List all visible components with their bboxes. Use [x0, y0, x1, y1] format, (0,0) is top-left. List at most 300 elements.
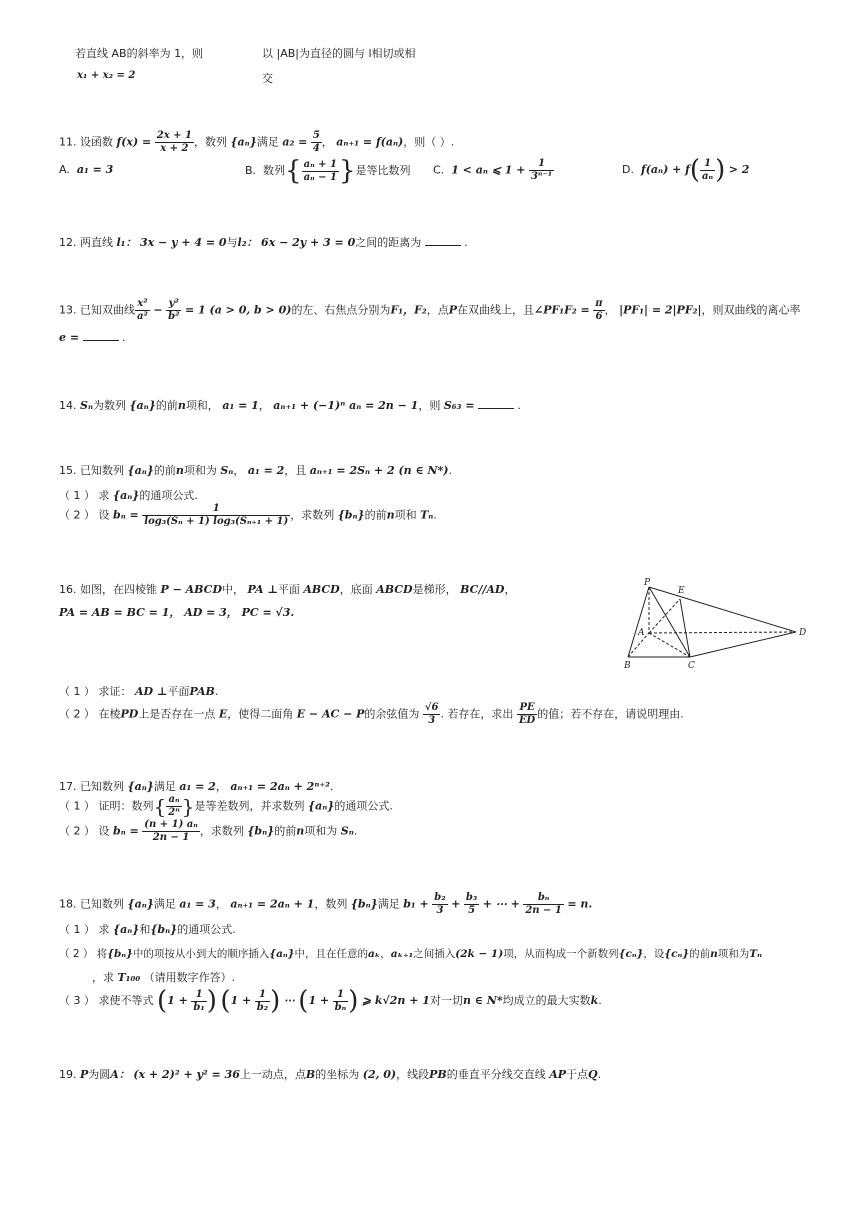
text: . — [214, 685, 219, 698]
math: ∠PF₁F₂ = — [533, 303, 590, 317]
option-label: D. — [622, 163, 634, 176]
denominator: 6 — [595, 311, 603, 322]
text: 为数列 — [92, 399, 126, 412]
text: ，求数列 — [290, 508, 335, 522]
text: . — [122, 331, 126, 344]
text: 对一切 — [429, 994, 463, 1007]
part-label: （ 2 ） — [59, 948, 94, 960]
text: ， — [258, 399, 270, 412]
math: {aₙ} — [113, 489, 140, 502]
text: ， — [321, 135, 333, 149]
text: . — [464, 236, 468, 249]
text: ， — [504, 583, 516, 596]
left-paren: ( — [220, 986, 231, 1016]
top-left-line2: x₁ + x₂ = 2 — [77, 70, 136, 81]
math: {aₙ} — [230, 135, 257, 149]
fraction — [464, 892, 479, 917]
math: f(aₙ) + f — [640, 163, 690, 176]
part-label: （ 3 ） — [59, 994, 95, 1007]
text: 将 — [96, 948, 108, 960]
text: ，数列 — [193, 135, 227, 149]
option-c — [433, 158, 554, 183]
text: 的坐标为 — [315, 1068, 360, 1081]
math: > 2 — [728, 163, 750, 176]
left-paren: ( — [298, 986, 309, 1016]
math: 1 + — [230, 994, 252, 1007]
math: ⩾ k√2n + 1 — [361, 994, 430, 1007]
math: S₆₃ = — [443, 399, 475, 412]
denominator: ED — [518, 715, 536, 726]
denominator: b₂ — [256, 1001, 269, 1013]
text: 上是否存在一点 — [138, 707, 216, 721]
text: 项和为 — [183, 464, 217, 477]
text: （请用数字作答）. — [143, 971, 236, 984]
question-17-stem — [59, 778, 334, 794]
text: ， — [233, 464, 245, 477]
math: Sₙ — [340, 824, 354, 838]
math: + — [451, 897, 461, 911]
text: . — [597, 1068, 602, 1081]
text: . — [330, 780, 334, 793]
math: k — [590, 994, 599, 1007]
left-paren: ( — [157, 986, 168, 1016]
option-label: B. — [245, 164, 257, 177]
math: {cₙ} — [618, 948, 644, 960]
numerator: bₙ — [523, 892, 564, 905]
numerator: 1 — [529, 158, 554, 171]
text: 与 — [226, 236, 238, 249]
text: 求 — [98, 489, 110, 502]
numerator: 1 — [191, 989, 206, 1002]
text: 11. 设函数 — [59, 135, 113, 149]
math: T₁₀₀ — [117, 971, 141, 984]
math: n ∈ N* — [462, 994, 503, 1007]
text: 的值；若不存在，请说明理由. — [537, 707, 684, 721]
math: PAB — [189, 685, 215, 698]
text: 满足 — [377, 897, 400, 911]
text: ，线段 — [396, 1068, 430, 1081]
math: a₁ = 3 — [76, 163, 114, 176]
math: n — [296, 824, 305, 838]
text: 证明：数列 — [98, 799, 154, 813]
option-a — [59, 163, 113, 176]
left-brace: { — [153, 794, 167, 819]
text: ，且 — [284, 464, 307, 477]
fraction — [166, 298, 181, 323]
right-paren: ) — [715, 155, 726, 185]
denominator: b₁ — [193, 1001, 205, 1013]
text: 上一动点，点 — [239, 1068, 306, 1081]
denominator: 3ⁿ⁻¹ — [530, 171, 553, 182]
text: 求 — [98, 923, 110, 936]
question-11-stem — [59, 130, 454, 155]
text: 的通项公式. — [177, 923, 236, 936]
math: a₁ = 2 — [247, 464, 285, 477]
text: ， — [215, 897, 227, 911]
math: n — [175, 464, 184, 477]
top-left-line1: 若直线 AB的斜率为 1，则 — [75, 47, 204, 60]
numerator: x² — [135, 298, 150, 311]
text: 17. 已知数列 — [59, 780, 124, 793]
math: l₁： — [116, 236, 137, 249]
text: 13. 已知双曲线 — [59, 303, 135, 317]
edge-ac — [649, 633, 690, 657]
denominator: 4 — [312, 143, 320, 154]
numerator: π — [595, 298, 603, 309]
math: {aₙ} — [127, 780, 154, 793]
fraction — [432, 892, 447, 917]
text: ，点 — [426, 303, 449, 317]
denominator: 2n − 1 — [525, 905, 562, 916]
math: Tₙ — [420, 508, 434, 522]
math: {aₙ} — [269, 948, 295, 960]
math: 3x − y + 4 = 0 — [140, 236, 227, 249]
math: aₖ — [367, 948, 381, 960]
edge-pb — [628, 587, 649, 657]
text: ，则（ ）. — [403, 135, 455, 149]
numerator: 1 — [333, 989, 349, 1002]
text: 于点 — [566, 1068, 589, 1081]
text: 求使不等式 — [98, 994, 154, 1007]
fraction — [700, 158, 715, 183]
label-c: C — [688, 661, 695, 671]
text: ，设 — [643, 948, 665, 960]
math: + ⋯ + — [482, 897, 520, 911]
math: aₙ₊₁ = 2aₙ + 1 — [230, 897, 315, 911]
math: F₁，F₂ — [390, 303, 427, 317]
question-14 — [59, 397, 521, 413]
numerator: 1 — [700, 158, 715, 171]
math: PD — [120, 707, 139, 721]
text: 中， — [221, 583, 244, 596]
text: 的前 — [153, 464, 176, 477]
text: ，求 — [92, 971, 114, 984]
math: l₂： — [237, 236, 258, 249]
question-19 — [59, 1066, 601, 1082]
fraction — [142, 503, 290, 528]
numerator: 1 — [255, 989, 270, 1002]
math: |PF₁| = 2|PF₂| — [619, 303, 702, 317]
fraction — [523, 892, 564, 917]
text: 的前 — [364, 508, 387, 522]
text: 是梯形， — [412, 583, 457, 596]
top-right-line2: 交 — [262, 72, 273, 85]
math: AD ⊥ — [135, 685, 168, 698]
text: 设 — [98, 824, 110, 838]
text: 满足 — [256, 135, 279, 149]
text: ，数列 — [314, 897, 348, 911]
fraction — [529, 158, 554, 183]
math: {bₙ} — [107, 948, 133, 960]
math: {cₙ} — [664, 948, 690, 960]
text: . — [598, 994, 602, 1007]
fraction — [191, 989, 206, 1014]
math: {bₙ} — [150, 923, 178, 936]
math: aₖ₊₁ — [390, 948, 414, 960]
edge-ad — [649, 632, 796, 633]
text: 15. 已知数列 — [59, 464, 124, 477]
top-right-line1: 以 |AB|为直径的圆与 l相切或相 — [262, 47, 416, 60]
numerator: aₙ + 1 — [303, 158, 337, 170]
pyramid-figure — [610, 575, 810, 675]
question-13-line2 — [59, 330, 126, 344]
question-16-line1 — [59, 581, 515, 597]
option-d — [622, 155, 749, 185]
text: ，则双曲线的离心率 — [701, 303, 801, 317]
math: 6x − 2y + 3 = 0 — [261, 236, 356, 249]
text: ， — [380, 948, 391, 960]
edge-ae — [649, 599, 680, 633]
text: 中的项按从小到大的顺序插入 — [132, 948, 270, 960]
text: 之间的距离为 — [355, 236, 422, 249]
question-18-part-2-line1 — [59, 946, 762, 961]
math: AP — [549, 1068, 567, 1081]
label-e: E — [678, 586, 685, 596]
part-label: （ 1 ） — [59, 489, 95, 502]
fraction — [311, 130, 322, 155]
text: . 若存在，求出 — [440, 707, 514, 721]
denominator: 3 — [428, 715, 436, 726]
text: 的通项公式. — [334, 799, 393, 813]
math: ⋯ — [283, 994, 295, 1007]
label-b: B — [624, 661, 631, 671]
text: 19. — [59, 1068, 77, 1081]
fraction — [135, 298, 150, 323]
option-label: A. — [59, 163, 70, 176]
text: 设 — [98, 508, 110, 522]
math: aₙ₊₁ = 2aₙ + 2ⁿ⁺² — [230, 780, 330, 793]
numerator: b₂ — [434, 892, 446, 903]
fraction — [142, 819, 200, 844]
text: 满足 — [153, 780, 176, 793]
text: 数列 — [263, 164, 286, 177]
text: ，使得二面角 — [227, 707, 294, 721]
text: 的通项公式. — [139, 489, 198, 502]
math: (2, 0) — [362, 1068, 397, 1081]
text: 16. 如图，在四棱锥 — [59, 583, 157, 596]
label-a: A — [638, 628, 645, 638]
fraction — [166, 794, 182, 819]
math: P — [80, 1068, 89, 1081]
numerator: 2x + 1 — [156, 130, 192, 141]
numerator: b₃ — [465, 892, 478, 903]
text: 的前 — [689, 948, 711, 960]
right-paren: ) — [270, 986, 281, 1016]
math: A： — [110, 1068, 130, 1081]
math: PA ⊥ — [247, 583, 278, 596]
math: = 1 (a > 0, b > 0) — [184, 303, 292, 317]
right-paren: ) — [348, 986, 359, 1016]
text: 在棱 — [98, 707, 121, 721]
text: 项，从而构成一个新数列 — [503, 948, 619, 960]
question-16-part-1 — [59, 683, 218, 699]
denominator: aₙ — [702, 170, 714, 182]
text: 中，且在任意的 — [294, 948, 368, 960]
text: 14. — [59, 399, 77, 412]
numerator: 5 — [312, 130, 320, 141]
text: 满足 — [153, 897, 176, 911]
denominator: 2n − 1 — [152, 832, 190, 843]
left-paren: ( — [689, 155, 701, 185]
question-18-part-2-line2 — [92, 969, 235, 985]
math: PB — [429, 1068, 447, 1081]
math: − — [153, 303, 163, 317]
fraction — [593, 298, 604, 323]
question-18-part-1 — [59, 921, 236, 937]
part-label: （ 1 ） — [59, 923, 95, 936]
math: aₙ₊₁ + (−1)ⁿ aₙ = 2n − 1 — [273, 399, 419, 412]
denominator: bₙ — [334, 1001, 347, 1013]
text: ， — [215, 780, 227, 793]
answer-blank[interactable] — [478, 398, 514, 409]
math: e = — [59, 331, 80, 344]
math: a₁ = 3 — [179, 897, 216, 911]
fraction — [423, 702, 441, 727]
text: 的左、右焦点分别为 — [291, 303, 391, 317]
text: 之间插入 — [413, 948, 456, 960]
fraction — [255, 989, 270, 1014]
math: {bₙ} — [247, 824, 275, 838]
math: n — [710, 948, 718, 960]
math: B — [305, 1068, 316, 1081]
math: n — [177, 399, 186, 412]
math: {aₙ} — [113, 923, 140, 936]
math: E — [218, 707, 228, 721]
text: . — [353, 824, 358, 838]
numerator: PE — [517, 702, 537, 715]
math: n — [386, 508, 395, 522]
denominator: b² — [168, 311, 180, 322]
math: f(x) = — [116, 135, 152, 149]
question-17-part-2 — [59, 819, 357, 844]
text: 项和 — [394, 508, 417, 522]
text: 平面 — [167, 685, 190, 698]
question-15-stem — [59, 462, 452, 478]
math: E − AC − P — [296, 707, 365, 721]
text: 是等比数列 — [355, 164, 411, 177]
text: 平面 — [277, 583, 300, 596]
math: bₙ = — [113, 824, 139, 838]
fraction — [302, 159, 339, 184]
numerator: 1 — [142, 503, 290, 516]
math: ABCD — [376, 583, 413, 596]
math: 1 < aₙ ⩽ 1 + — [451, 163, 526, 177]
text: 12. 两直线 — [59, 236, 113, 249]
text: ，底面 — [339, 583, 373, 596]
denominator: a² — [137, 311, 148, 322]
math: {bₙ} — [337, 508, 365, 522]
text: 的垂直平分线交直线 — [446, 1068, 546, 1081]
math: aₙ₊₁ = 2Sₙ + 2 (n ∈ N*) — [309, 464, 449, 477]
math: BC//AD — [460, 583, 505, 596]
math: bₙ = — [113, 508, 139, 522]
label-p: P — [644, 578, 651, 588]
numerator: √6 — [424, 702, 439, 713]
math: {bₙ} — [350, 897, 378, 911]
denominator: log₃(Sₙ + 1) log₃(Sₙ₊₁ + 1) — [144, 516, 289, 527]
math: a₁ = 1 — [222, 399, 259, 412]
text: . — [433, 508, 437, 522]
text: ，求数列 — [199, 824, 244, 838]
math: a₂ = — [282, 135, 308, 149]
edge-cd — [690, 632, 796, 657]
denominator: 2ⁿ — [168, 807, 180, 818]
text: . — [448, 464, 452, 477]
part-label: （ 1 ） — [59, 685, 95, 698]
denominator: x + 2 — [160, 143, 189, 154]
fraction — [333, 989, 349, 1014]
answer-blank[interactable] — [83, 330, 119, 341]
fraction — [155, 130, 194, 155]
text: 的前 — [155, 399, 178, 412]
question-12 — [59, 234, 468, 250]
part-label: （ 2 ） — [59, 508, 95, 522]
question-15-part-2 — [59, 503, 437, 528]
text: ， — [604, 303, 616, 317]
option-label: C. — [433, 163, 445, 177]
part-label: （ 2 ） — [59, 707, 95, 721]
math: b₁ + — [403, 897, 429, 911]
math: 1 + — [167, 994, 188, 1007]
math: Tₙ — [749, 948, 762, 960]
text: 是等差数列，并求数列 — [194, 799, 305, 813]
fraction — [517, 702, 537, 727]
text: 均成立的最大实数 — [502, 994, 591, 1007]
math: = n. — [567, 897, 593, 911]
right-brace: } — [338, 156, 356, 186]
question-16-line2: PA = AB = BC = 1， AD = 3， PC = √3. — [59, 606, 295, 619]
question-15-part-1 — [59, 487, 198, 503]
math: {aₙ} — [129, 399, 156, 412]
math: {aₙ} — [127, 897, 154, 911]
numerator: aₙ — [166, 794, 182, 807]
text: 求证： — [98, 685, 132, 698]
answer-blank[interactable] — [425, 235, 461, 246]
text: 项和， — [185, 399, 219, 412]
math: {aₙ} — [127, 464, 154, 477]
left-brace: { — [285, 156, 302, 186]
part-label: （ 2 ） — [59, 824, 95, 838]
question-18-part-3 — [59, 986, 602, 1016]
math: (2k − 1) — [455, 948, 504, 960]
text: 项和为 — [304, 824, 338, 838]
question-18-stem — [59, 892, 592, 917]
denominator: aₙ − 1 — [303, 171, 337, 183]
text: ，则 — [418, 399, 441, 412]
math: Sₙ — [80, 399, 93, 412]
text: 在双曲线上，且 — [456, 303, 534, 317]
label-d: D — [799, 628, 807, 638]
question-13-line1 — [59, 298, 800, 323]
option-b — [245, 156, 411, 186]
text: 的前 — [274, 824, 297, 838]
text: . — [517, 399, 521, 412]
text: 项和为 — [717, 948, 750, 960]
math: P — [448, 303, 457, 317]
question-16-part-2 — [59, 702, 684, 727]
text: 和 — [139, 923, 151, 936]
math: 1 + — [308, 994, 330, 1007]
math: Sₙ — [220, 464, 234, 477]
math: aₙ₊₁ = f(aₙ) — [336, 135, 404, 149]
question-17-part-1 — [59, 794, 393, 819]
denominator: 3 — [436, 905, 444, 916]
numerator: (n + 1) aₙ — [144, 819, 198, 830]
text: 的余弦值为 — [364, 707, 420, 721]
denominator: 5 — [468, 905, 476, 916]
math: (x + 2)² + y² = 36 — [133, 1068, 240, 1081]
right-paren: ) — [206, 986, 217, 1016]
